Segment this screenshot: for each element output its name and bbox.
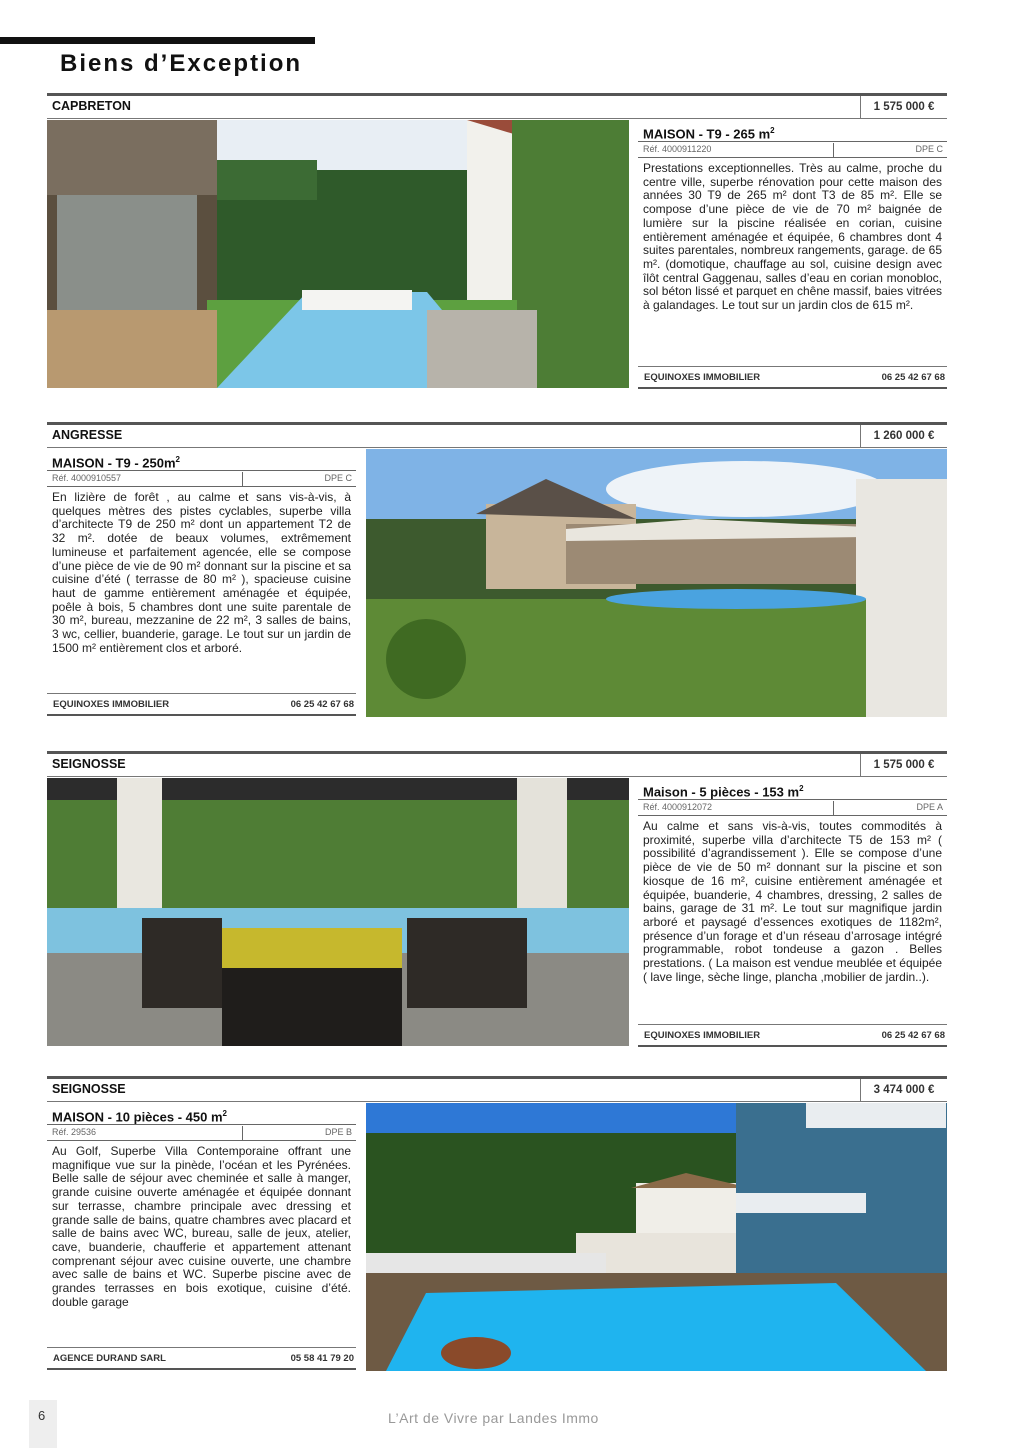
listing-seignosse-1 xyxy=(47,751,947,1051)
page-title: Biens d’Exception xyxy=(60,50,303,77)
property-photo xyxy=(47,120,629,388)
agency-phone: 06 25 42 67 68 xyxy=(881,1030,945,1041)
listing-capbreton xyxy=(47,93,947,393)
listing-dpe: DPE A xyxy=(916,802,943,812)
listing-title: MAISON - $T9 - 250m^2$ xyxy=(47,449,356,471)
listing-ref: Réf. 4000911220 xyxy=(643,144,712,154)
footer-text: L’Art de Vivre par Landes Immo xyxy=(388,1410,599,1426)
property-photo xyxy=(47,778,629,1046)
agency-name: EQUINOXES IMMOBILIER xyxy=(53,699,170,710)
property-photo xyxy=(366,449,947,717)
ref-row xyxy=(638,143,947,158)
agency-row xyxy=(47,693,356,716)
divider xyxy=(833,143,834,157)
listing-description: Au calme et sans vis-à-vis, toutes commodités à proximité, superbe villa d’architecte T5 de 153 m² ( possibilité d’agrandissement ). Elle se compose d’une pièce de vie de 50 m² donnant sur la piscine et son kiosque de 16 m², cuisine entièrement aménagée et équipée, buanderie, 4 chambres, dressing, 2 salles de bains, garage de 31 m². Le tout sur magnifique jardin arboré et paysagé d’essences exotiques de 1182m², présence d’un forage et d’un réseau d’arrosage intégré programmable, robot tondeuse a gazon . Belles prestations. ( La maison est vendue meublée et équipée ( lave linge, sèche linge, plancha ,mobilier de jardin..). xyxy=(643,819,942,984)
divider xyxy=(833,801,834,815)
agency-name: AGENCE DURAND SARL xyxy=(53,1353,166,1364)
listing-info xyxy=(638,120,947,393)
header-rule xyxy=(0,37,315,44)
listing-city: SEIGNOSSE xyxy=(52,1082,126,1096)
agency-row xyxy=(638,1024,947,1047)
listing-city: CAPBRETON xyxy=(52,99,131,113)
agency-row xyxy=(47,1347,356,1370)
listing-city: ANGRESSE xyxy=(52,428,123,442)
listing-angresse xyxy=(47,422,947,722)
agency-phone: 06 25 42 67 68 xyxy=(881,372,945,383)
listing-ref: Réf. 4000910557 xyxy=(52,473,122,483)
listing-description: Au Golf, Superbe Villa Contemporaine offrant une magnifique vue sur la pinède, l’océan et les Pyrénées. Belle salle de séjour avec cheminée et salle à manger, grande cuisine ouverte aménagée et équipée donnant sur terrasse, chambre principale avec dressing et grande salle de bains, quatre chambres avec placard et salle de bains avec WC, bureau, salle de jeux, atelier, cave, buanderie, chaufferie et appartement attenant comprenant séjour avec cuisine ouverte, une chambre avec salle de bains et WC. Superbe piscine avec de grandes terrasses en bois exotique, cuisine d’été. double garage xyxy=(52,1144,351,1309)
listing-ref: Réf. 29536 xyxy=(52,1127,97,1137)
divider xyxy=(242,472,243,486)
agency-name: EQUINOXES IMMOBILIER xyxy=(644,372,761,383)
listing-header xyxy=(47,93,947,119)
listing-title: MAISON - T9 - 265 $m^2$ xyxy=(638,120,947,142)
listing-info xyxy=(638,778,947,1051)
listing-info xyxy=(47,449,356,722)
agency-phone: 06 25 42 67 68 xyxy=(290,699,354,710)
divider xyxy=(242,1126,243,1140)
listing-dpe: DPE B xyxy=(324,1127,352,1137)
property-photo xyxy=(366,1103,947,1371)
listing-header xyxy=(47,422,947,448)
listing-price: 3 474 000 € xyxy=(860,1079,947,1101)
listing-seignosse-2 xyxy=(47,1076,947,1376)
agency-name: EQUINOXES IMMOBILIER xyxy=(644,1030,761,1041)
listing-title: Maison - 5 pièces - 153 $m^2$ xyxy=(638,778,947,800)
listing-price: 1 575 000 € xyxy=(860,96,947,118)
listing-description: En lizière de forêt , au calme et sans vis-à-vis, à quelques mètres des pistes cyclables, superbe villa d’architecte T9 de 250 m² dont un appartement T2 de 32 m². dotée de beaux volumes, extrêmement lumineuse et parfaitement agencée, elle se compose d’une pièce de vie de 90 m² donnant sur la piscine et sa cuisine d’été ( terrasse de 80 m² ), spacieuse cuisine haut de gamme entièrement aménagée et équipée, poêle à bois, 5 chambres dont une suite parentale de 30 m², bureau, mezzanine de 22 m², 3 salles de bains, 3 wc, cellier, buanderie, garage. Le tout sur un jardin de 1500 m² entièrement clos et arboré. xyxy=(52,490,351,655)
ref-row xyxy=(47,1126,356,1141)
ref-row xyxy=(47,472,356,487)
listing-description: Prestations exceptionnelles. Très au calme, proche du centre ville, superbe rénovation pour cette maison des années 30 T9 de 265 m² dont T3 de 85 m². Elle se compose d’une pièce de vie de 70 m² baignée de lumière sur la piscine réalisée en corian, cuisine entièrement aménagée et équipée, 6 chambres dont 4 suites parentales, nombreux rangements, garage. de 65 m². (domotique, chauffage au sol, cuisine design avec îlôt central Gaggenau, salles d’eau en corian monobloc, sol béton lissé et parquet en chêne massif, baies vitrées à galandages. Le tout sur un jardin clos de 615 m². xyxy=(643,161,942,313)
page-number: 6 xyxy=(38,1408,46,1423)
listing-info xyxy=(47,1103,356,1376)
listing-ref: Réf. 4000912072 xyxy=(643,802,713,812)
listing-price: 1 260 000 € xyxy=(860,425,947,447)
listing-dpe: DPE C xyxy=(324,473,352,483)
listing-title: MAISON - 10 pièces - 450 $m^2$ xyxy=(47,1103,356,1125)
ref-row xyxy=(638,801,947,816)
listing-city: SEIGNOSSE xyxy=(52,757,126,771)
listing-header xyxy=(47,1076,947,1102)
agency-phone: 05 58 41 79 20 xyxy=(290,1353,354,1364)
listing-price: 1 575 000 € xyxy=(860,754,947,776)
listing-header xyxy=(47,751,947,777)
listing-dpe: DPE C xyxy=(915,144,943,154)
agency-row xyxy=(638,366,947,389)
